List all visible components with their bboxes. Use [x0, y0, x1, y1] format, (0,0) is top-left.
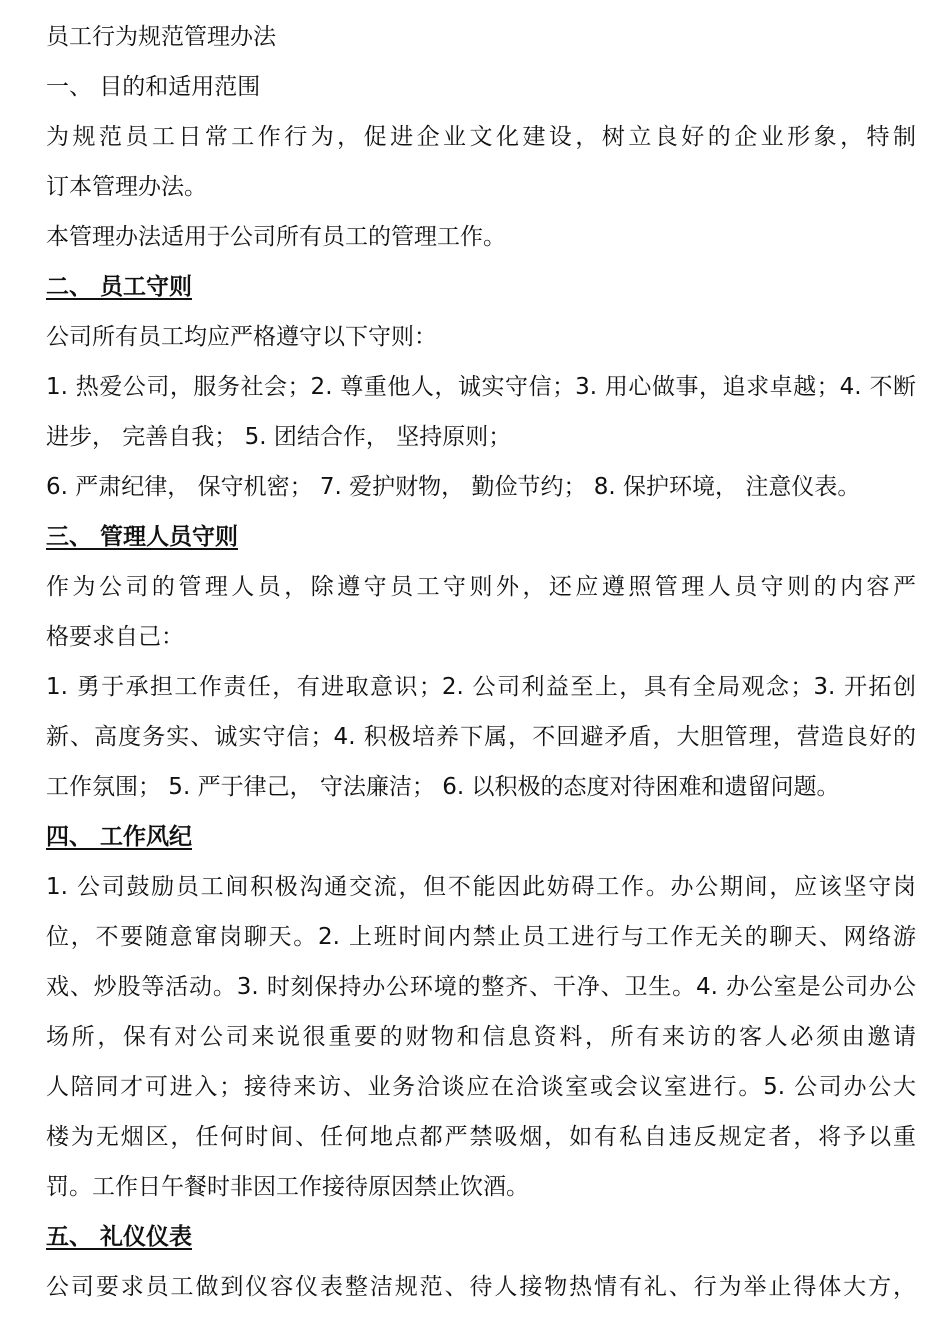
section-1-heading: 一、 目的和适用范围 [46, 74, 261, 100]
section-4-line-5: 人陪同才可进入；接待来访、业务洽谈应在洽谈室或会议室进行。5. 公司办公大 [46, 1074, 916, 1100]
section-2-line-1: 1. 热爱公司，服务社会；2. 尊重他人，诚实守信；3. 用心做事，追求卓越；4. 不断 [46, 374, 916, 400]
section-5-heading: 五、 礼仪仪表 [46, 1224, 193, 1250]
section-3-intro-line-2: 格要求自己： [46, 624, 184, 650]
section-5-line-1: 公司要求员工做到仪容仪表整洁规范、待人接物热情有礼、行为举止得体大方， [46, 1274, 916, 1300]
section-4-line-6: 楼为无烟区，任何时间、任何地点都严禁吸烟，如有私自违反规定者，将予以重 [46, 1124, 916, 1150]
section-1-paragraph-1-line-2: 订本管理办法。 [46, 174, 207, 200]
section-1-paragraph-2: 本管理办法适用于公司所有员工的管理工作。 [46, 224, 506, 250]
section-3-intro-line-1: 作为公司的管理人员，除遵守员工守则外，还应遵照管理人员守则的内容严 [46, 574, 916, 600]
section-4-line-2: 位，不要随意窜岗聊天。2. 上班时间内禁止员工进行与工作无关的聊天、网络游 [46, 924, 916, 950]
section-4-line-7: 罚。工作日午餐时非因工作接待原因禁止饮酒。 [46, 1174, 529, 1200]
section-2-line-2: 进步， 完善自我； 5. 团结合作， 坚持原则； [46, 424, 512, 450]
section-4-line-1: 1. 公司鼓励员工间积极沟通交流，但不能因此妨碍工作。办公期间，应该坚守岗 [46, 874, 916, 900]
section-4-line-3: 戏、炒股等活动。3. 时刻保持办公环境的整齐、干净、卫生。4. 办公室是公司办公 [46, 974, 916, 1000]
section-2-line-3: 6. 严肃纪律， 保守机密； 7. 爱护财物， 勤俭节约； 8. 保护环境， 注意仪表。 [46, 474, 861, 500]
section-2-intro: 公司所有员工均应严格遵守以下守则： [46, 324, 437, 350]
section-3-heading: 三、 管理人员守则 [46, 524, 239, 550]
section-2-heading: 二、 员工守则 [46, 274, 193, 300]
section-4-line-4: 场所，保有对公司来说很重要的财物和信息资料，所有来访的客人必须由邀请 [46, 1024, 916, 1050]
section-4-heading: 四、 工作风纪 [46, 824, 193, 850]
section-3-line-3: 工作氛围； 5. 严于律己， 守法廉洁； 6. 以积极的态度对待困难和遗留问题。 [46, 774, 840, 800]
section-1-paragraph-1-line-1: 为规范员工日常工作行为，促进企业文化建设，树立良好的企业形象，特制 [46, 124, 916, 150]
document-title: 员工行为规范管理办法 [46, 24, 276, 50]
section-3-line-2: 新、高度务实、诚实守信；4. 积极培养下属，不回避矛盾，大胆管理，营造良好的 [46, 724, 916, 750]
section-3-line-1: 1. 勇于承担工作责任，有进取意识；2. 公司利益至上，具有全局观念；3. 开拓创 [46, 674, 916, 700]
